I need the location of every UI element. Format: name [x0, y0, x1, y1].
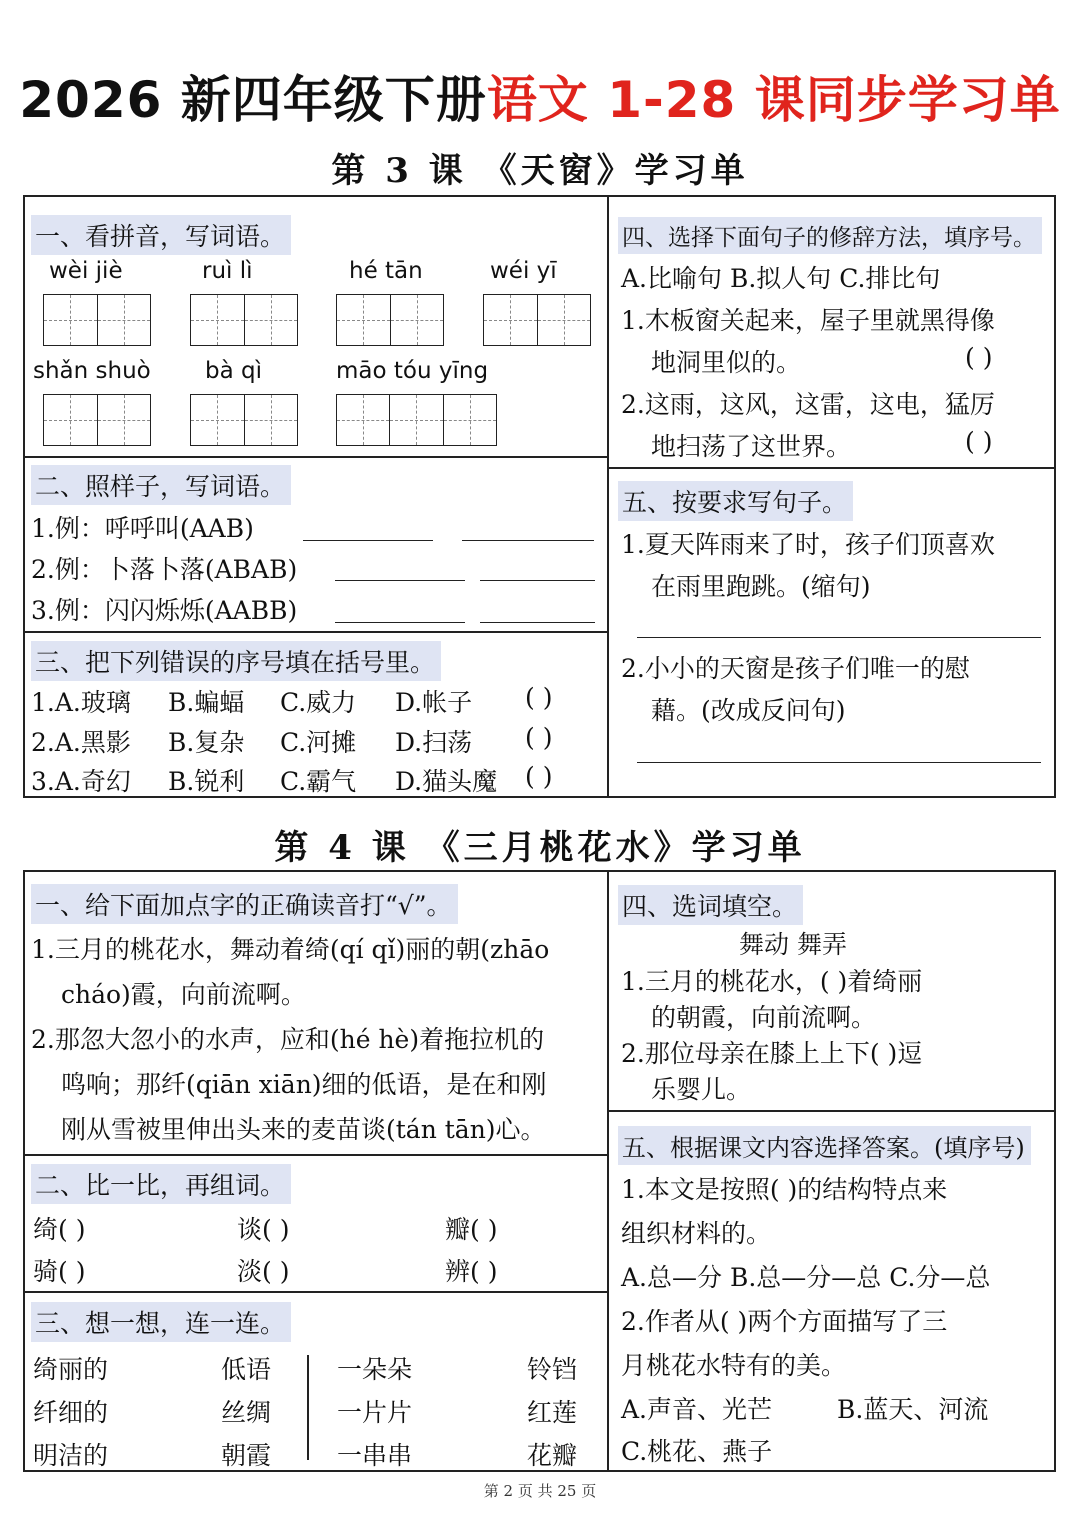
question-text: 组织材料的。 — [621, 1219, 772, 1248]
answer-bracket[interactable]: ( ) — [965, 343, 993, 372]
question-text: cháo)霞，向前流啊。 — [61, 980, 306, 1009]
question-text: 1.夏天阵雨来了时，孩子们顶喜欢 — [621, 530, 995, 559]
l3-s1-heading: 一、看拼音，写词语。 — [31, 215, 291, 255]
divider — [25, 1154, 607, 1156]
question-text: 1.木板窗关起来，屋子里就黑得像 — [621, 306, 995, 335]
question-text: 的朝霞，向前流啊。 — [651, 1003, 877, 1032]
main-title-red: 语文 1-28 课同步学习单 — [486, 71, 1061, 129]
match-divider — [307, 1355, 309, 1460]
match-item[interactable]: 一串串 — [337, 1441, 413, 1470]
divider — [25, 1291, 607, 1293]
question-text: 地扫荡了这世界。 — [651, 432, 852, 461]
lesson3-worksheet — [23, 195, 1056, 798]
match-item[interactable]: 红莲 — [527, 1398, 578, 1427]
writing-grid[interactable] — [190, 394, 298, 446]
l4-s3-heading: 三、想一想，连一连。 — [31, 1302, 291, 1342]
answer-line[interactable] — [335, 622, 465, 623]
question-text: 刚从雪被里伸出头来的麦苗谈(tán tān)心。 — [61, 1115, 546, 1144]
pinyin: wèi jiè — [49, 258, 123, 284]
choice-item: C.威力 — [280, 688, 357, 717]
answer-bracket[interactable]: ( ) — [525, 723, 553, 752]
match-item[interactable]: 一片片 — [337, 1398, 413, 1427]
divider — [607, 467, 1054, 469]
divider — [607, 872, 609, 1470]
question-text: 1.本文是按照( )的结构特点来 — [621, 1175, 948, 1204]
answer-line[interactable] — [480, 580, 595, 581]
answer-option: C.桃花、燕子 — [621, 1437, 773, 1466]
choice-item: B.蝙蝠 — [168, 688, 245, 717]
choice-item: D.扫荡 — [395, 728, 473, 757]
match-item[interactable]: 明洁的 — [33, 1441, 109, 1470]
answer-bracket[interactable]: ( ) — [965, 427, 993, 456]
question-text: 在雨里跑跳。(缩句) — [651, 572, 871, 601]
pinyin: ruì lì — [202, 258, 253, 284]
choice-item: B.锐利 — [168, 767, 245, 796]
choice-item: C.河摊 — [280, 728, 357, 757]
lesson3-title: 第 3 课 《天窗》学习单 — [331, 151, 749, 191]
example-row: 3.例：闪闪烁烁(AABB) — [31, 596, 298, 625]
writing-grid[interactable] — [43, 394, 151, 446]
l3-s3-heading: 三、把下列错误的序号填在括号里。 — [31, 641, 441, 681]
divider — [25, 631, 607, 633]
answer-bracket[interactable]: ( ) — [525, 762, 553, 791]
writing-grid[interactable] — [336, 294, 444, 346]
writing-grid[interactable] — [336, 394, 497, 446]
answer-option: B.蓝天、河流 — [837, 1395, 989, 1424]
writing-grid[interactable] — [483, 294, 591, 346]
choice-item: 1.A.玻璃 — [31, 688, 131, 717]
choice-item: D.帐子 — [395, 688, 473, 717]
question-text: 2.那位母亲在膝上上下( )逗 — [621, 1039, 923, 1068]
l4-s2-heading: 二、比一比，再组词。 — [31, 1164, 291, 1204]
l3-s2-heading: 二、照样子，写词语。 — [31, 465, 291, 505]
question-text: 地洞里似的。 — [651, 348, 802, 377]
answer-options: A.总—分 B.总—分—总 C.分—总 — [621, 1263, 991, 1292]
match-item[interactable]: 纤细的 — [33, 1398, 109, 1427]
question-text: 月桃花水特有的美。 — [621, 1351, 847, 1380]
l4-s1-heading: 一、给下面加点字的正确读音打“√”。 — [31, 884, 458, 924]
answer-line[interactable] — [303, 540, 433, 541]
question-text: 乐婴儿。 — [651, 1075, 752, 1104]
compare-item[interactable]: 瓣( ) — [445, 1215, 498, 1244]
question-text: 1.三月的桃花水，舞动着绮(qí qǐ)丽的朝(zhāo — [31, 935, 550, 964]
compare-item[interactable]: 辨( ) — [445, 1257, 498, 1286]
question-text: 藉。(改成反问句) — [651, 696, 846, 725]
choice-item: C.霸气 — [280, 767, 357, 796]
answer-option: A.声音、光芒 — [621, 1395, 773, 1424]
match-item[interactable]: 朝霞 — [221, 1441, 272, 1470]
writing-grid[interactable] — [190, 294, 298, 346]
pinyin: shǎn shuò — [33, 358, 151, 384]
example-row: 1.例：呼呼叫(AAB) — [31, 514, 254, 543]
match-item[interactable]: 一朵朵 — [337, 1355, 413, 1384]
l4-s5-heading: 五、根据课文内容选择答案。(填序号) — [618, 1126, 1031, 1165]
lesson4-worksheet — [23, 870, 1056, 1472]
answer-line[interactable] — [480, 622, 595, 623]
question-text: 1.三月的桃花水，( )着绮丽 — [621, 967, 923, 996]
match-item[interactable]: 丝绸 — [221, 1398, 272, 1427]
pinyin: māo tóu yīng — [336, 358, 489, 384]
writing-grid[interactable] — [43, 294, 151, 346]
match-item[interactable]: 绮丽的 — [33, 1355, 109, 1384]
compare-item[interactable]: 淡( ) — [237, 1257, 290, 1286]
choice-item: B.复杂 — [168, 728, 245, 757]
answer-line[interactable] — [637, 762, 1041, 763]
compare-item[interactable]: 谈( ) — [237, 1215, 290, 1244]
divider — [607, 197, 609, 796]
divider — [607, 1110, 1054, 1112]
match-item[interactable]: 花瓣 — [527, 1441, 578, 1470]
divider — [25, 456, 607, 458]
answer-line[interactable] — [462, 540, 594, 541]
question-text: 2.那忽大忽小的水声，应和(hé hè)着拖拉机的 — [31, 1025, 545, 1054]
l3-s5-heading: 五、按要求写句子。 — [618, 481, 853, 521]
compare-item[interactable]: 骑( ) — [33, 1257, 86, 1286]
answer-bracket[interactable]: ( ) — [525, 683, 553, 712]
question-text: 2.这雨，这风，这雷，这电，猛厉 — [621, 390, 995, 419]
compare-item[interactable]: 绮( ) — [33, 1215, 86, 1244]
l4-s4-heading: 四、选词填空。 — [618, 885, 803, 925]
answer-line[interactable] — [637, 637, 1041, 638]
question-text: 2.小小的天窗是孩子们唯一的慰 — [621, 654, 970, 683]
l3-s4-heading: 四、选择下面句子的修辞方法，填序号。 — [618, 217, 1042, 254]
main-title-black: 2026 新四年级下册 — [19, 71, 487, 129]
answer-line[interactable] — [335, 580, 465, 581]
pinyin: hé tān — [349, 258, 423, 284]
main-title — [0, 60, 1080, 132]
example-row: 2.例：卜落卜落(ABAB) — [31, 555, 298, 584]
choice-item: 3.A.奇幻 — [31, 767, 131, 796]
choice-item: D.猫头魔 — [395, 767, 498, 796]
choice-item: 2.A.黑影 — [31, 728, 131, 757]
pinyin: bà qì — [205, 358, 262, 384]
rhetoric-options: A.比喻句 B.拟人句 C.排比句 — [621, 264, 941, 293]
question-text: 鸣响；那纤(qiān xiān)细的低语，是在和刚 — [61, 1070, 547, 1099]
lesson4-title: 第 4 课 《三月桃花水》学习单 — [274, 828, 806, 868]
word-bank: 舞动 舞弄 — [739, 930, 847, 959]
question-text: 2.作者从( )两个方面描写了三 — [621, 1307, 948, 1336]
match-item[interactable]: 低语 — [221, 1355, 272, 1384]
page-footer: 第 2 页 共 25 页 — [483, 1482, 597, 1500]
pinyin: wéi yī — [490, 258, 557, 284]
match-item[interactable]: 铃铛 — [527, 1355, 578, 1384]
